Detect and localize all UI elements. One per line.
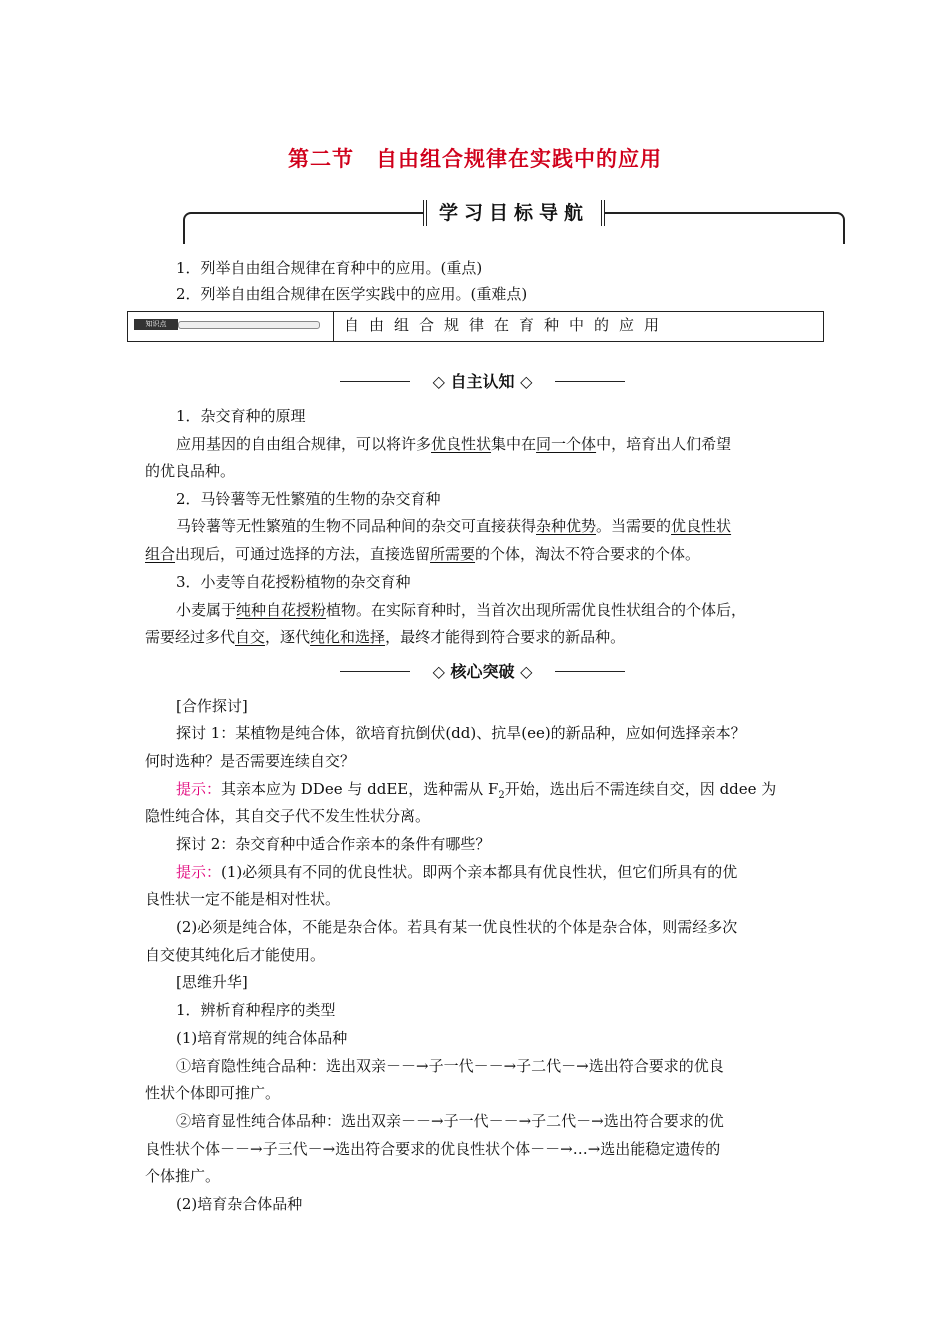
summary-1: 1．辨析育种程序的类型 [176,1001,336,1019]
answer-2-line-2: 良性状一定不能是相对性状。 [145,890,341,908]
question-2: 探讨 2：杂交育种中适合作亲本的条件有哪些？ [176,835,491,853]
section-self-learning [340,370,625,394]
summary-5: (2)培育杂合体品种 [176,1195,303,1213]
question-1-line-1: 探讨 1：某植物是纯合体，欲培育抗倒伏(dd)、抗旱(ee)的新品种，应如何选择亲本？ [176,724,746,742]
knowledge-point-box [127,311,824,342]
knowledge-point-text: 自由组合规律在育种中的应用 [344,316,670,334]
summary-3-line-1: ①培育隐性纯合品种：选出双亲－－→子一代－－→子二代－→选出符合要求的优良 [176,1057,724,1075]
learning-goals-label: 学习目标导航 [423,200,605,226]
heading-1: 1．杂交育种的原理 [176,407,306,425]
para-2-line-2: 组合出现后，可通过选择的方法，直接选留所需要的个体，淘汰不符合要求的个体。 [145,545,701,563]
page-title: 第二节 自由组合规律在实践中的应用 [288,147,662,171]
answer-1-line-1: 提示：其亲本应为 DDee 与 ddEE，选种需从 $F_2$开始，选出后不需连续自交，因 ddee 为 [176,780,777,801]
divider-right [555,671,625,672]
summary-4-line-1: ②培育显性纯合体品种：选出双亲－－→子一代－－→子二代－→选出符合要求的优 [176,1112,724,1130]
section-title: 自主认知 [450,372,515,391]
section-title: 核心突破 [450,662,515,681]
divider-left [340,381,410,382]
objective-2: 2．列举自由组合规律在医学实践中的应用。(重难点) [176,285,528,303]
heading-3: 3．小麦等自花授粉植物的杂交育种 [176,573,411,591]
summary-3-line-2: 性状个体即可推广。 [145,1084,281,1102]
hint-label: 提示： [176,780,222,798]
divider-right [555,381,625,382]
cooperation-heading: [合作探讨] [176,697,248,715]
thinking-heading: [思维升华] [176,973,248,991]
hint-label: 提示： [176,863,222,881]
answer-2-line-4: 自交使其纯化后才能使用。 [145,946,326,964]
knowledge-bar-icon [178,321,320,329]
divider-left [340,671,410,672]
heading-2: 2．马铃薯等无性繁殖的生物的杂交育种 [176,490,441,508]
summary-2: (1)培育常规的纯合体品种 [176,1029,348,1047]
objective-1: 1．列举自由组合规律在育种中的应用。(重点) [176,259,483,277]
question-1-line-2: 何时选种？是否需要连续自交？ [145,752,356,770]
section-label: ◇ 核心突破 ◇ [432,662,533,681]
para-1-line-1: 应用基因的自由组合规律，可以将许多优良性状集中在同一个体中，培育出人们希望 [176,435,732,453]
para-1-line-2: 的优良品种。 [145,462,236,480]
section-label: ◇ 自主认知 ◇ [432,372,533,391]
para-3-line-1: 小麦属于纯种自花授粉植物。在实际育种时，当首次出现所需优良性状组合的个体后， [176,601,747,619]
para-3-line-2: 需要经过多代自交，逐代纯化和选择，最终才能得到符合要求的新品种。 [145,628,626,646]
knowledge-point-cell [128,312,334,341]
learning-goals-header [183,200,843,246]
answer-1-line-2: 隐性纯合体，其自交子代不发生性状分离。 [145,807,431,825]
summary-4-line-2: 良性状个体－－→子三代－→选出符合要求的优良性状个体－－→…→选出能稳定遗传的 [145,1140,721,1158]
para-2-line-1: 马铃薯等无性繁殖的生物不同品种间的杂交可直接获得杂种优势。当需要的优良性状 [176,517,732,535]
knowledge-point-tag: 知识点 [134,319,178,330]
summary-4-line-3: 个体推广。 [145,1167,221,1185]
answer-2-line-3: (2)必须是纯合体，不能是杂合体。若具有某一优良性状的个体是杂合体，则需经多次 [176,918,738,936]
section-core-breakthrough [340,660,625,684]
answer-2-line-1: 提示：(1)必须具有不同的优良性状。即两个亲本都具有优良性状，但它们所具有的优 [176,863,738,881]
